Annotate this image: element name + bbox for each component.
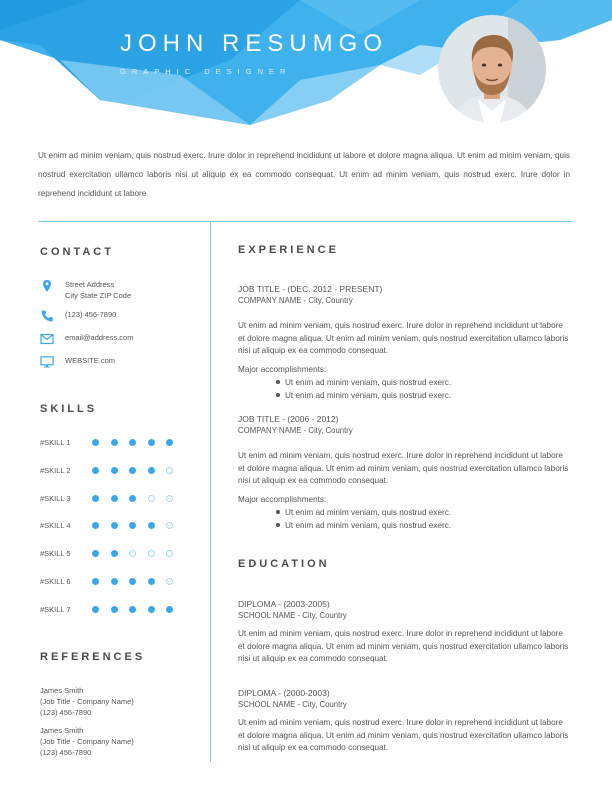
list-item: Ut enim ad minim veniam, quis nostrud exerc. [278,376,572,389]
school-name: SCHOOL NAME - City, Country [238,611,347,620]
skill-dot-filled [111,439,118,446]
envelope-icon [40,333,54,345]
job-title: JOB TITLE - (2006 - 2012) [238,414,339,424]
address-line2: City State ZIP Code [65,291,132,300]
intro-summary: Ut enim ad minim veniam, quis nostrud exerc. Irure dolor in reprehend incididunt ut labore et dolore magna aliqua. Ut enim ad minim veniam, quis nostrud exercitation ullamco laboris nisi ut aliquip ex ea commodo consequat. Ut enim ad minim veniam, quis nostrud exerc. Irure dolor in reprehend incididunt ut labore [38,151,570,198]
education-entry [238,598,572,666]
address-line1: Street Address [65,280,115,289]
job-entry [238,283,572,402]
skill-name: #SKILL 6 [40,577,71,586]
column-divider [210,222,211,762]
job-company: COMPANY NAME - City, Country [238,426,353,435]
skill-dot-filled [92,606,99,613]
skill-dot-filled [166,439,173,446]
monitor-icon [40,356,54,368]
contact-website [40,355,115,368]
school-name: SCHOOL NAME - City, Country [238,700,347,709]
skill-dot-empty [166,522,173,529]
website-text[interactable]: WEBSITE.com [65,356,116,365]
skill-name: #SKILL 4 [40,521,71,531]
skill-dot-filled [111,550,118,557]
reference-name: James Smith [40,726,84,735]
skill-name: #SKILL 5 [40,549,71,559]
job-description: Ut enim ad minim veniam, quis nostrud exerc. Irure dolor in reprehend incididunt ut labore et dolore magna aliqua. Ut enim ad minim veniam, quis nostrud exercitation ullamco laboris nisi ut aliquip ex ea commodo consequat. [238,451,569,485]
skill-dot-filled [148,606,155,613]
skill-dot-filled [111,578,118,585]
references-heading: REFERENCES [40,651,146,663]
skill-dot-filled [92,467,99,474]
accomplishments-label: Major accomplishments: [238,364,327,374]
reference-item [40,685,134,718]
skill-dot-filled [129,522,136,529]
accomplishments-label: Major accomplishments: [238,494,327,504]
candidate-name: JOHN RESUMGO [120,30,389,57]
skill-name: #SKILL 2 [40,465,71,475]
accomplishments-list [238,506,572,532]
skill-row [40,466,185,475]
skill-dot-filled [129,495,136,502]
skill-dot-filled [148,467,155,474]
skill-dot-filled [129,578,136,585]
skill-dot-filled [129,606,136,613]
profile-photo-image [438,15,546,123]
skills-heading: SKILLS [40,403,98,415]
skill-row [40,521,185,530]
contact-heading: CONTACT [40,246,114,258]
phone-icon [40,310,54,322]
skill-dot-filled [129,439,136,446]
skill-dot-filled [148,439,155,446]
reference-phone: (123) 456-7890 [40,708,92,717]
profile-photo [438,15,546,123]
education-description: Ut enim ad minim veniam, quis nostrud exerc. Irure dolor in reprehend incididunt ut labore et dolore magna aliqua. Ut enim ad minim veniam, quis nostrud exercitation ullamco laboris nisi ut aliquip ex ea commodo consequat. [238,629,569,663]
skill-dot-empty [148,495,155,502]
skill-row [40,438,185,447]
skill-dot-filled [92,522,99,529]
reference-phone: (123) 456-7890 [40,748,92,757]
reference-role: (Job Title - Company Name) [40,697,134,706]
skill-dot-filled [111,495,118,502]
job-description: Ut enim ad minim veniam, quis nostrud exerc. Irure dolor in reprehend incididunt ut labore et dolore magna aliqua. Ut enim ad minim veniam, quis nostrud exercitation ullamco laboris nisi ut aliquip ex ea commodo consequat. [238,321,569,355]
job-company: COMPANY NAME - City, Country [238,296,353,305]
skill-dot-filled [92,550,99,557]
list-item: Ut enim ad minim veniam, quis nostrud exerc. [278,519,572,532]
candidate-title: GRAPHIC DESIGNER [120,67,292,76]
location-pin-icon [40,280,54,292]
diploma-title: DIPLOMA - (2000-2003) [238,688,330,698]
education-description: Ut enim ad minim veniam, quis nostrud exerc. Irure dolor in reprehend incididunt ut labore et dolore magna aliqua. Ut enim ad minim veniam, quis nostrud exercitation ullamco laboris nisi ut aliquip ex ea commodo consequat. [238,718,569,752]
reference-name: James Smith [40,686,84,695]
skill-name: #SKILL 7 [40,604,71,614]
skill-dot-filled [166,606,173,613]
email-text[interactable]: email@address.com [65,333,134,342]
skill-dot-empty [166,550,173,557]
skill-dot-filled [111,467,118,474]
job-title: JOB TITLE - (DEC. 2012 - PRESENT) [238,284,383,294]
skill-row [40,577,185,586]
list-item: Ut enim ad minim veniam, quis nostrud exerc. [278,506,572,519]
skill-row [40,549,185,558]
header-divider [38,221,572,222]
reference-role: (Job Title - Company Name) [40,737,134,746]
contact-address [40,279,131,301]
skill-dot-filled [111,522,118,529]
skill-dot-empty [148,550,155,557]
phone-text: (123) 456-7890 [65,310,117,319]
skill-dot-filled [92,439,99,446]
education-heading: EDUCATION [238,558,330,570]
skill-dot-filled [148,522,155,529]
diploma-title: DIPLOMA - (2003-2005) [238,599,330,609]
experience-heading: EXPERIENCE [238,244,339,256]
contact-phone [40,309,116,322]
skill-dot-filled [111,606,118,613]
list-item: Ut enim ad minim veniam, quis nostrud exerc. [278,389,572,402]
skill-row [40,494,185,503]
skill-row [40,605,185,614]
skill-dot-empty [166,467,173,474]
contact-email [40,332,133,345]
skill-dot-filled [92,578,99,585]
skill-name: #SKILL 1 [40,438,71,447]
skill-dot-empty [166,578,173,585]
job-entry [238,413,572,532]
reference-item [40,725,134,758]
skill-dot-filled [148,578,155,585]
skill-dot-filled [129,467,136,474]
skill-dot-empty [166,495,173,502]
skill-name: #SKILL 3 [40,493,71,503]
skill-dot-empty [129,550,136,557]
education-entry [238,687,572,755]
skill-dot-filled [92,495,99,502]
accomplishments-list [238,376,572,402]
